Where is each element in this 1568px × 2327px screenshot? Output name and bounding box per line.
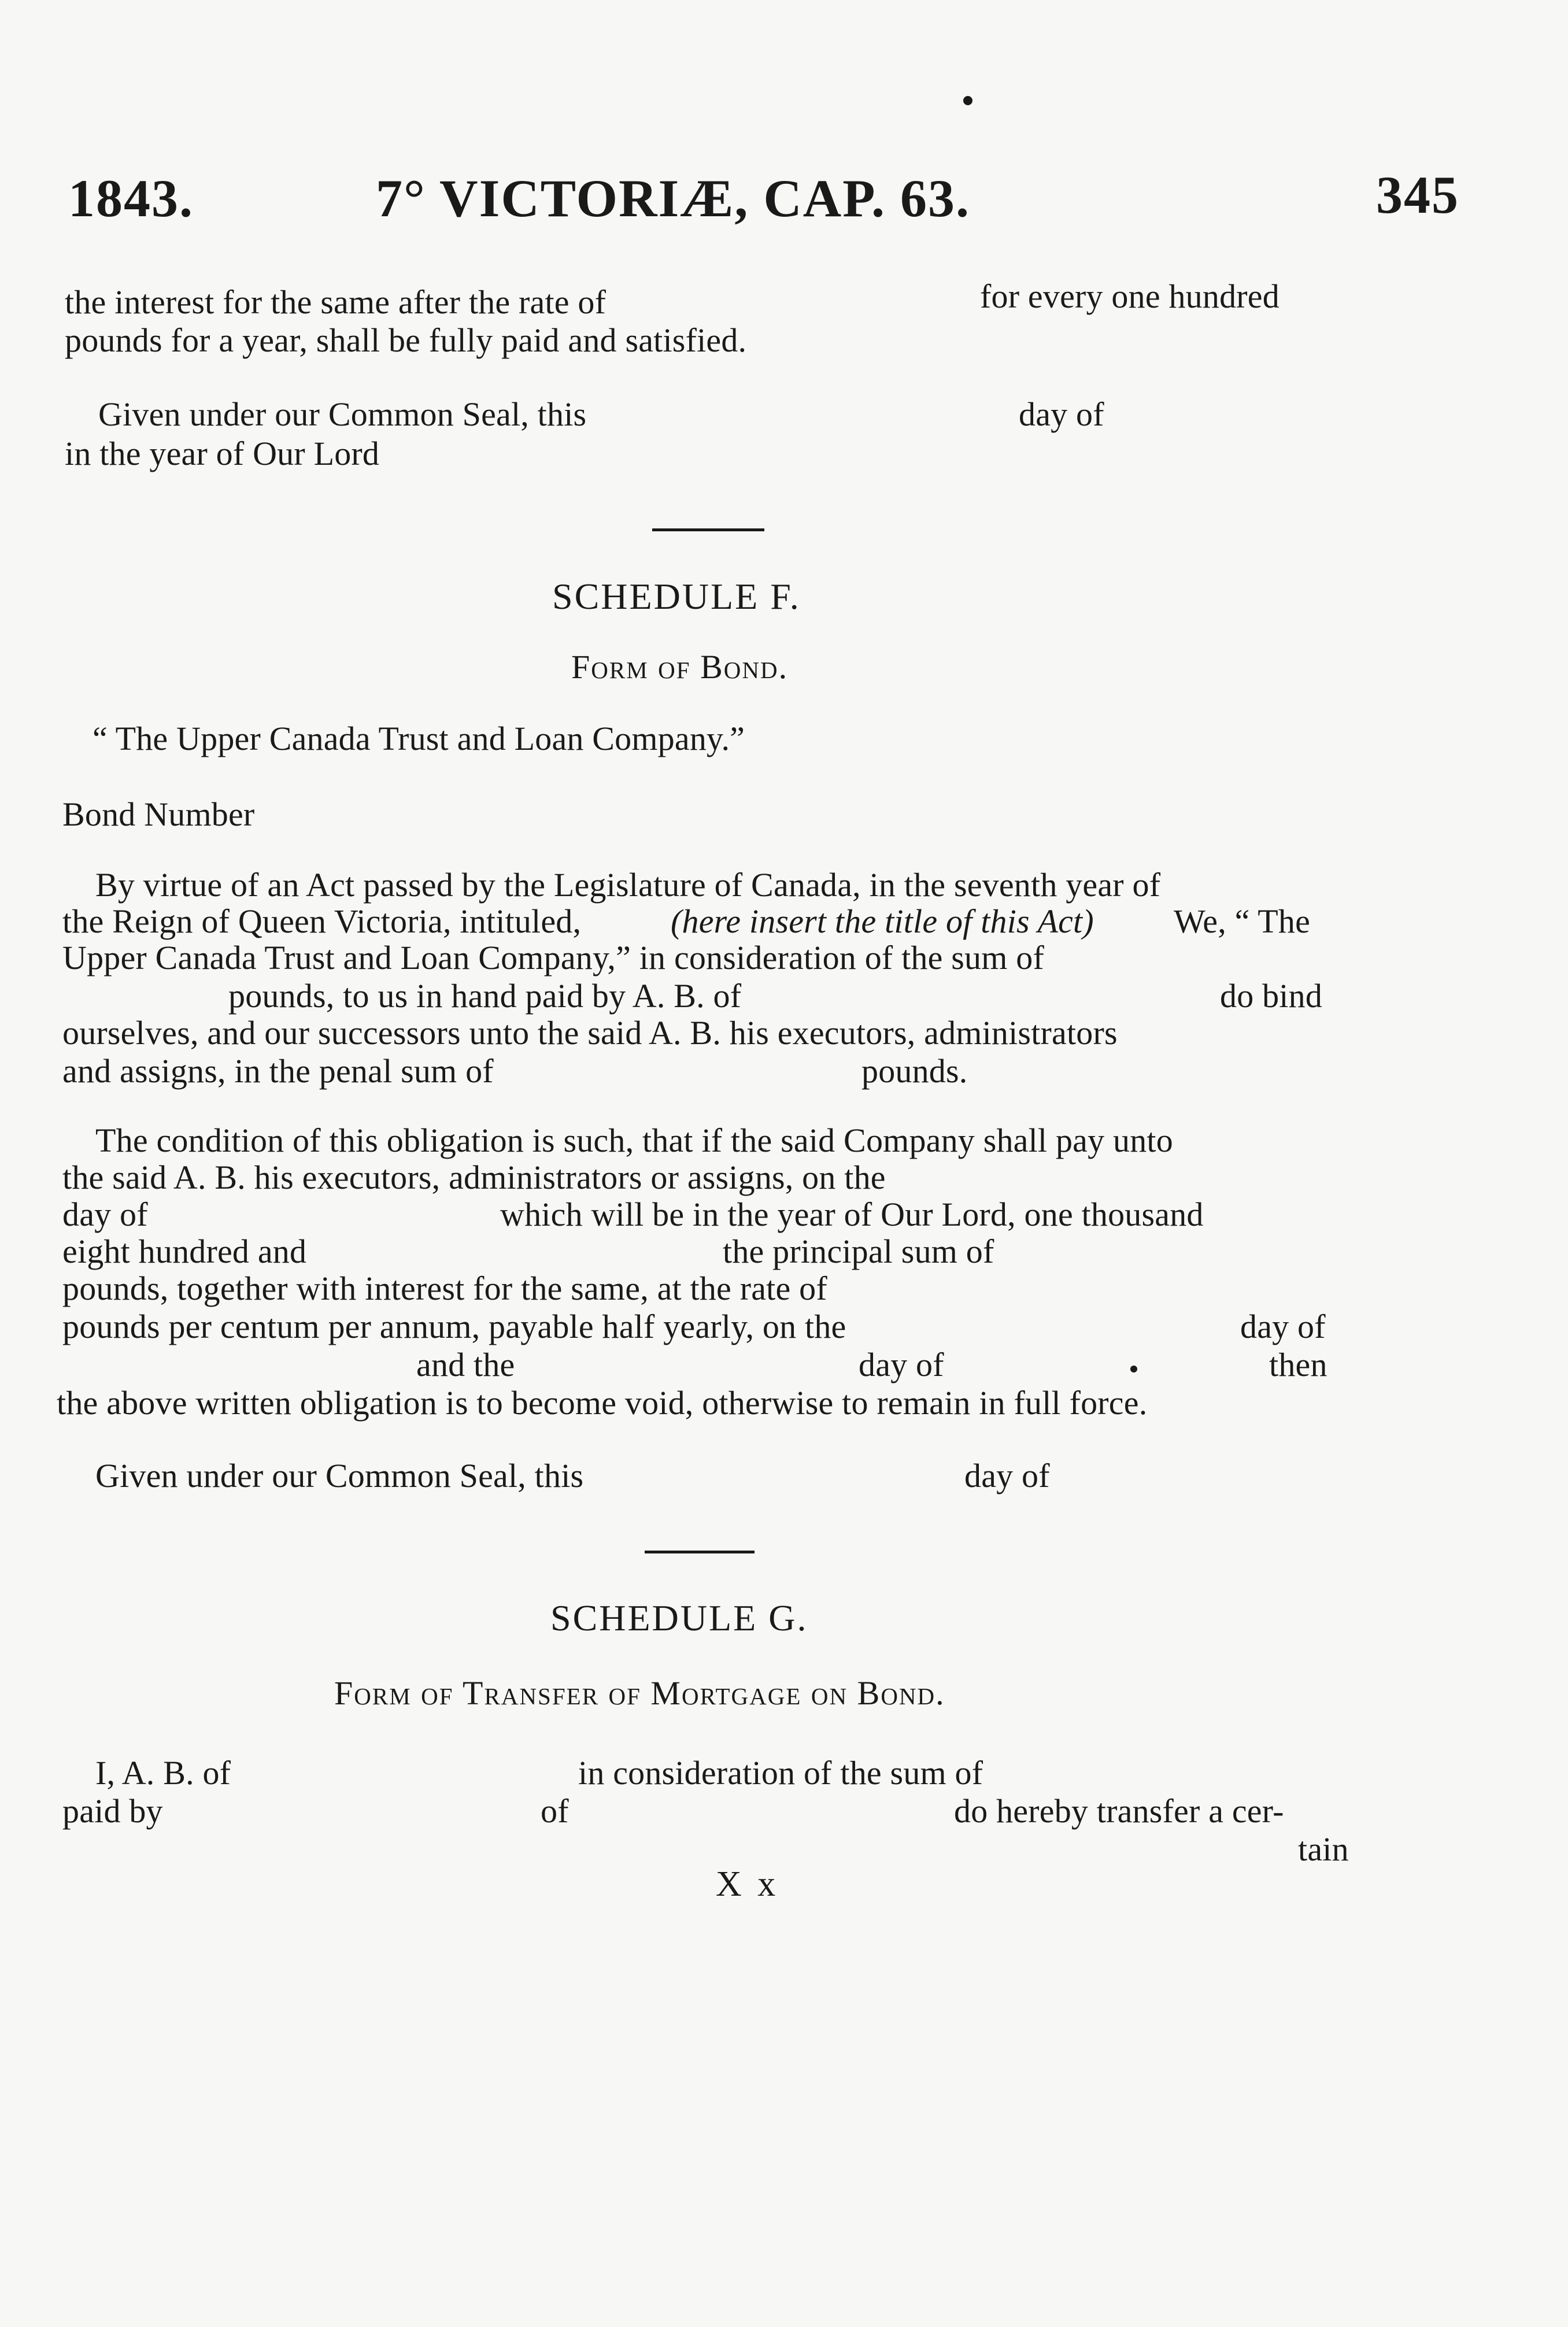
f-p2-line-5: pounds, together with interest for the same, at the rate of — [62, 1270, 827, 1307]
f-p2-line-7c: then — [1269, 1346, 1327, 1383]
f-p2-line-4b: the principal sum of — [723, 1233, 994, 1270]
opening-line-2: pounds for a year, shall be fully paid and satisfied. — [65, 321, 747, 359]
f-p2-line-1: The condition of this obligation is such, that if the said Company shall pay unto — [95, 1122, 1173, 1159]
f-p1-line-2a: the Reign of Queen Victoria, intituled, — [62, 902, 582, 940]
schedule-f-subheading: Form of Bond. — [571, 648, 789, 686]
company-name: “ The Upper Canada Trust and Loan Company.” — [93, 720, 745, 757]
g-line-1a: I, A. B. of — [95, 1754, 231, 1792]
opening-line-3a: Given under our Common Seal, this — [98, 395, 587, 433]
bond-number-label: Bond Number — [62, 796, 255, 833]
divider-1 — [652, 528, 764, 531]
f-p1-line-4a: pounds, to us in hand paid by A. B. of — [228, 977, 742, 1015]
f-p2-line-3b: which will be in the year of Our Lord, one thousand — [500, 1196, 1204, 1233]
f-p2-line-8: the above written obligation is to become void, otherwise to remain in full force. — [57, 1384, 1148, 1422]
f-p3-line-1a: Given under our Common Seal, this — [95, 1457, 584, 1494]
f-p1-line-3: Upper Canada Trust and Loan Company,” in consideration of the sum of — [62, 939, 1044, 976]
inline-dot — [1130, 1366, 1137, 1372]
divider-2 — [645, 1551, 755, 1553]
schedule-f-heading: SCHEDULE F. — [552, 576, 801, 617]
header-year: 1843. — [68, 169, 194, 228]
g-line-2b: of — [541, 1792, 569, 1830]
f-p2-line-6a: pounds per centum per annum, payable half yearly, on the — [62, 1308, 846, 1345]
f-p2-line-4a: eight hundred and — [62, 1233, 307, 1270]
schedule-g-heading: SCHEDULE G. — [550, 1597, 808, 1638]
g-line-2c: do hereby transfer a cer- — [954, 1792, 1284, 1830]
f-p2-line-3a: day of — [62, 1196, 148, 1233]
opening-line-1a: the interest for the same after the rate of — [65, 283, 607, 321]
g-line-3: tain — [1298, 1830, 1349, 1868]
g-line-1b: in consideration of the sum of — [578, 1754, 983, 1792]
f-p1-line-1: By virtue of an Act passed by the Legislature of Canada, in the seventh year of — [95, 866, 1161, 904]
f-p1-line-4b: do bind — [1220, 977, 1323, 1015]
f-p2-line-7b: day of — [859, 1346, 944, 1383]
f-p3-line-1b: day of — [964, 1457, 1050, 1494]
schedule-g-subheading: Form of Transfer of Mortgage on Bond. — [334, 1674, 945, 1712]
f-p1-line-2c: We, “ The — [1174, 902, 1311, 940]
f-p2-line-2: the said A. B. his executors, administrators or assigns, on the — [62, 1159, 886, 1196]
f-p2-line-7a: and the — [416, 1346, 515, 1383]
f-p1-line-6a: and assigns, in the penal sum of — [62, 1052, 494, 1090]
f-p2-line-6b: day of — [1240, 1308, 1326, 1345]
f-p1-line-5: ourselves, and our successors unto the said A. B. his executors, administrators — [62, 1014, 1118, 1052]
header-page-number: 345 — [1376, 165, 1459, 224]
opening-line-4: in the year of Our Lord — [65, 435, 380, 472]
top-dot — [963, 96, 972, 105]
opening-line-1b: for every one hundred — [980, 278, 1279, 315]
f-p1-line-2b: (here insert the title of this Act) — [671, 902, 1094, 940]
opening-line-3b: day of — [1019, 395, 1104, 433]
g-line-2a: paid by — [62, 1792, 163, 1830]
f-p1-line-6b: pounds. — [861, 1052, 968, 1090]
header-title: 7° VICTORIÆ, CAP. 63. — [376, 169, 970, 228]
signature-mark: X x — [716, 1864, 779, 1904]
